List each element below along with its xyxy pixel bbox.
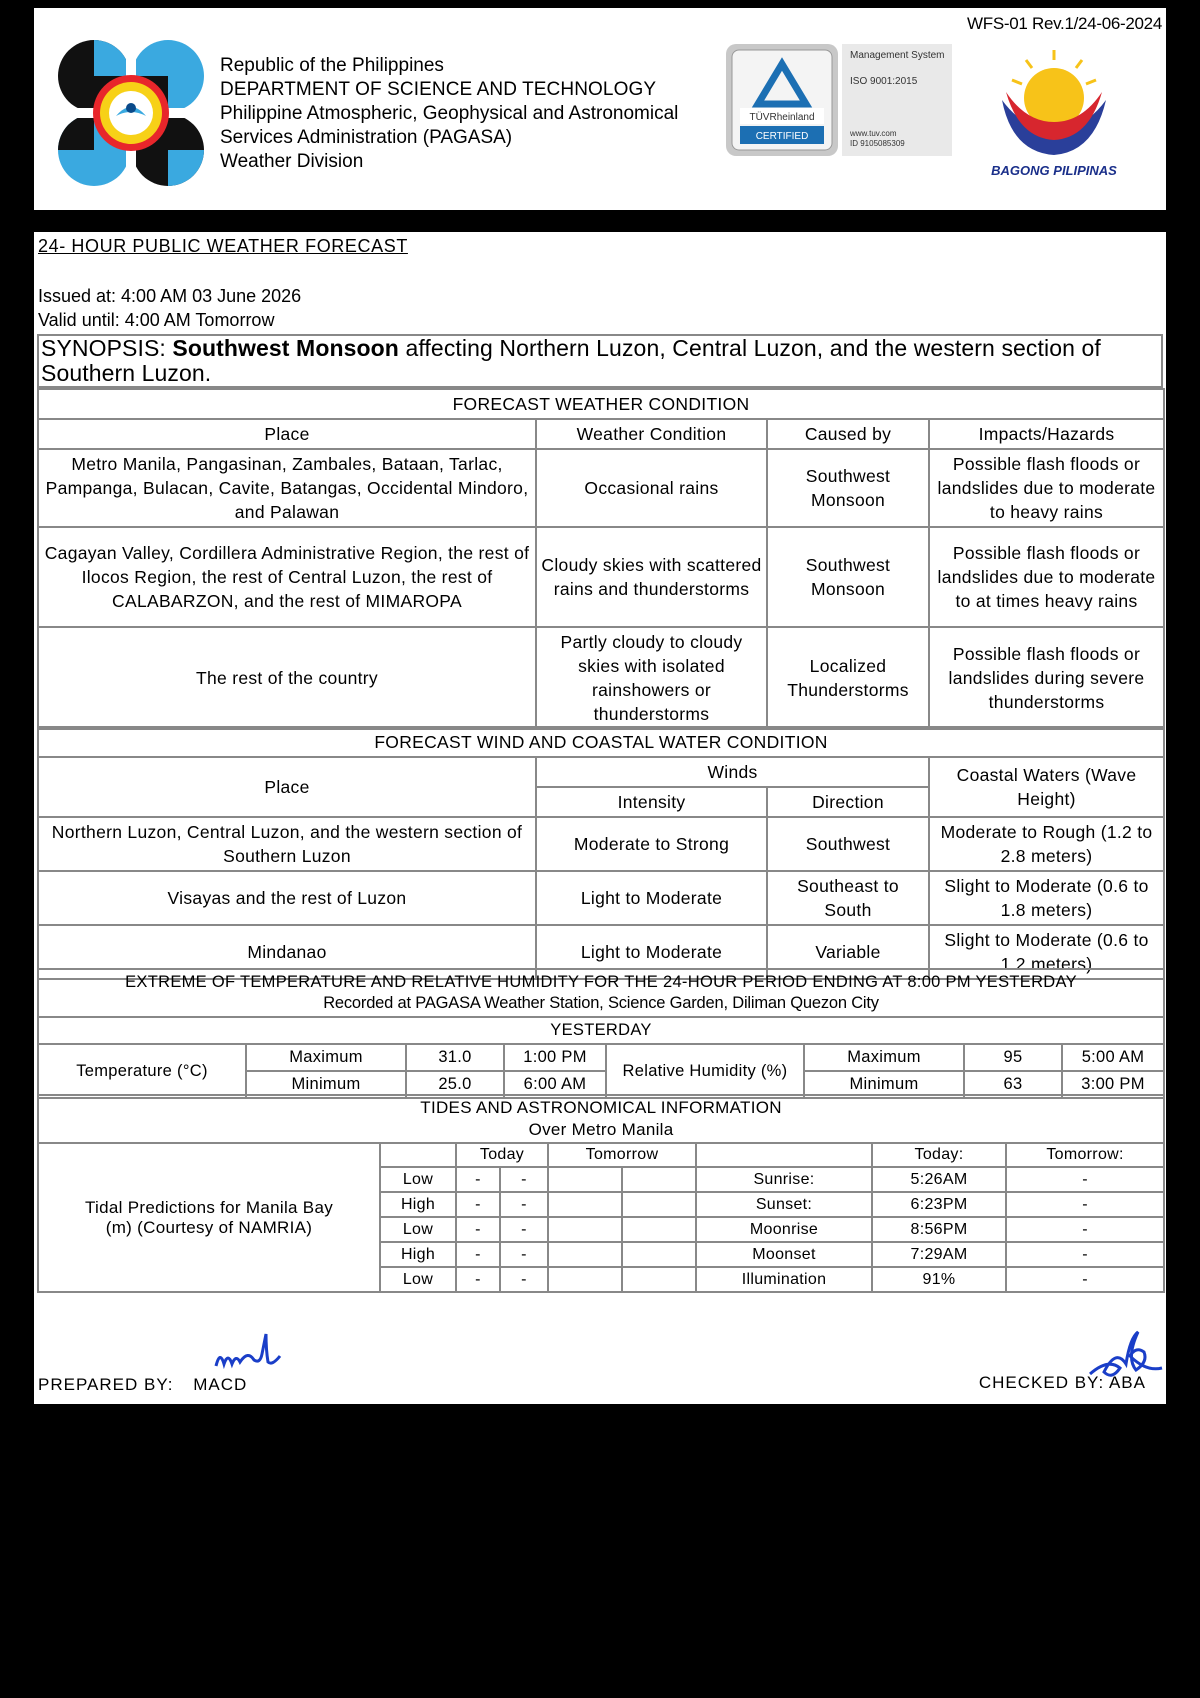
forecast-sheet	[34, 232, 1166, 1404]
astro-today: 5:26AM	[872, 1167, 1006, 1192]
agency-department: DEPARTMENT OF SCIENCE AND TECHNOLOGY	[220, 79, 657, 100]
prepared-name: MACD	[193, 1375, 248, 1394]
blank-cell	[622, 1242, 696, 1267]
temp-min-time: 6:00 AM	[504, 1071, 606, 1098]
tuv-iso: ISO 9001:2015	[850, 76, 918, 87]
blank-cell	[622, 1267, 696, 1292]
tide-type: High	[380, 1242, 456, 1267]
tuv-certification-logo	[726, 44, 956, 164]
astro-name: Sunrise:	[696, 1167, 872, 1192]
pagasa-logo	[56, 38, 206, 188]
tides-title: TIDES AND ASTRONOMICAL INFORMATION	[420, 1098, 782, 1117]
temp-max-label: Maximum	[246, 1044, 406, 1071]
astro-tomorrow: -	[1006, 1267, 1164, 1292]
temperature-label: Temperature (°C)	[38, 1044, 246, 1098]
blank-cell	[380, 1143, 456, 1167]
agency-republic: Republic of the Philippines	[220, 55, 444, 76]
rh-min-time: 3:00 PM	[1062, 1071, 1164, 1098]
tide-today-2: -	[500, 1167, 548, 1192]
condition-cell: Occasional rains	[536, 449, 767, 527]
astro-tomorrow: -	[1006, 1167, 1164, 1192]
extreme-subtitle: Recorded at PAGASA Weather Station, Science Garden, Diliman Quezon City	[323, 994, 879, 1012]
table-row	[38, 527, 1164, 627]
blank-cell	[548, 1267, 622, 1292]
col-impacts: Impacts/Hazards	[929, 419, 1164, 449]
tide-today-1: -	[456, 1217, 500, 1242]
synopsis	[37, 334, 1163, 388]
astro-today-label: Today:	[872, 1143, 1006, 1167]
astro-name: Moonset	[696, 1242, 872, 1267]
tides-tomorrow-label: Tomorrow	[548, 1143, 696, 1167]
wind-col-direction: Direction	[767, 787, 929, 817]
temp-max-time: 1:00 PM	[504, 1044, 606, 1071]
temp-min-value: 25.0	[406, 1071, 504, 1098]
astro-tomorrow: -	[1006, 1192, 1164, 1217]
checked-label: CHECKED BY:	[978, 1373, 1105, 1392]
table-row	[38, 817, 1164, 871]
blank-cell	[622, 1217, 696, 1242]
astro-today: 8:56PM	[872, 1217, 1006, 1242]
cause-cell: Localized Thunderstorms	[767, 627, 929, 729]
tidal-predictions-label: Tidal Predictions for Manila Bay (m) (Courtesy of NAMRIA)	[38, 1143, 380, 1292]
blank-cell	[696, 1143, 872, 1167]
checked-name: ABA	[1108, 1373, 1146, 1392]
cause-cell: Southwest Monsoon	[767, 527, 929, 627]
blank-cell	[622, 1192, 696, 1217]
tide-today-2: -	[500, 1267, 548, 1292]
wind-col-place: Place	[38, 757, 536, 817]
temp-max-value: 31.0	[406, 1044, 504, 1071]
direction-cell: Variable	[767, 925, 929, 979]
place-cell: The rest of the country	[38, 627, 536, 729]
issue-info	[38, 284, 301, 332]
tuv-brand: TÜVRheinland	[749, 112, 815, 123]
forecast-title: 24- HOUR PUBLIC WEATHER FORECAST	[38, 236, 408, 256]
extreme-title: EXTREME OF TEMPERATURE AND RELATIVE HUMIDITY FOR THE 24-HOUR PERIOD ENDING AT 8:00 PM YESTERDAY	[125, 973, 1077, 991]
astro-today: 7:29AM	[872, 1242, 1006, 1267]
direction-cell: Southeast to South	[767, 871, 929, 925]
extreme-heading	[38, 969, 1164, 1017]
astro-tomorrow: -	[1006, 1217, 1164, 1242]
issued-at: Issued at: 4:00 AM 03 June 2026	[38, 286, 302, 306]
tide-today-1: -	[456, 1167, 500, 1192]
letterhead	[34, 8, 1166, 210]
wind-col-coastal: Coastal Waters (Wave Height)	[929, 757, 1164, 817]
coastal-cell: Slight to Moderate (0.6 to 1.8 meters)	[929, 871, 1164, 925]
rh-max-value: 95	[964, 1044, 1062, 1071]
tuv-id: ID 9105085309	[850, 139, 905, 148]
checked-signature	[1086, 1328, 1166, 1388]
tides-subtitle: Over Metro Manila	[528, 1120, 674, 1139]
tide-today-2: -	[500, 1217, 548, 1242]
table-row	[38, 627, 1164, 729]
table-row	[38, 449, 1164, 527]
cause-cell: Southwest Monsoon	[767, 449, 929, 527]
tide-type: Low	[380, 1167, 456, 1192]
astro-name: Moonrise	[696, 1217, 872, 1242]
tuv-certified: CERTIFIED	[755, 131, 809, 142]
intensity-cell: Moderate to Strong	[536, 817, 767, 871]
wind-heading: FORECAST WIND AND COASTAL WATER CONDITION	[38, 727, 1164, 757]
astro-today: 6:23PM	[872, 1192, 1006, 1217]
place-cell: Mindanao	[38, 925, 536, 979]
valid-until: Valid until: 4:00 AM Tomorrow	[38, 310, 275, 330]
humidity-label: Relative Humidity (%)	[606, 1044, 804, 1098]
place-cell: Northern Luzon, Central Luzon, and the western section of Southern Luzon	[38, 817, 536, 871]
synopsis-label: SYNOPSIS:	[41, 335, 166, 361]
rh-max-time: 5:00 AM	[1062, 1044, 1164, 1071]
tide-today-2: -	[500, 1192, 548, 1217]
astro-name: Illumination	[696, 1267, 872, 1292]
synopsis-text: affecting Northern Luzon, Central Luzon, and the western section of Southern Luzon.	[41, 335, 1101, 386]
blank-cell	[622, 1167, 696, 1192]
astro-tomorrow: -	[1006, 1242, 1164, 1267]
weather-heading: FORECAST WEATHER CONDITION	[38, 389, 1164, 419]
bp-text: BAGONG PILIPINAS	[991, 163, 1117, 178]
tide-type: Low	[380, 1267, 456, 1292]
synopsis-system: Southwest Monsoon	[172, 335, 399, 361]
tides-astronomical-table	[37, 1094, 1165, 1293]
prepared-label: PREPARED BY:	[38, 1375, 174, 1394]
impact-cell: Possible flash floods or landslides due to moderate to at times heavy rains	[929, 527, 1164, 627]
tide-today-1: -	[456, 1242, 500, 1267]
wind-coastal-table	[37, 726, 1165, 980]
weather-condition-table	[37, 388, 1165, 730]
col-weather-condition: Weather Condition	[536, 419, 767, 449]
direction-cell: Southwest	[767, 817, 929, 871]
astro-tomorrow-label: Tomorrow:	[1006, 1143, 1164, 1167]
place-cell: Cagayan Valley, Cordillera Administrative Region, the rest of Ilocos Region, the rest of Central Luzon, the rest of CALABARZON, and the rest of MIMAROPA	[38, 527, 536, 627]
tide-type: Low	[380, 1217, 456, 1242]
impact-cell: Possible flash floods or landslides during severe thunderstorms	[929, 627, 1164, 729]
col-place: Place	[38, 419, 536, 449]
tide-type: High	[380, 1192, 456, 1217]
prepared-by	[38, 1375, 247, 1395]
coastal-cell: Slight to Moderate (0.6 to 1.2 meters)	[929, 925, 1164, 979]
place-cell: Metro Manila, Pangasinan, Zambales, Bataan, Tarlac, Pampanga, Bulacan, Cavite, Batangas, Occidental Mindoro, and Palawan	[38, 449, 536, 527]
blank-cell	[548, 1217, 622, 1242]
rh-max-label: Maximum	[804, 1044, 964, 1071]
col-caused-by: Caused by	[767, 419, 929, 449]
agency-name-line2: Services Administration (PAGASA)	[220, 127, 513, 148]
tide-today-1: -	[456, 1192, 500, 1217]
tuv-web: www.tuv.com	[850, 129, 897, 138]
tuv-system: Management System	[850, 50, 945, 61]
agency-block	[220, 54, 678, 174]
place-cell: Visayas and the rest of Luzon	[38, 871, 536, 925]
astro-today: 91%	[872, 1267, 1006, 1292]
agency-name-line1: Philippine Atmospheric, Geophysical and Astronomical	[220, 103, 679, 124]
astro-name: Sunset:	[696, 1192, 872, 1217]
wind-col-intensity: Intensity	[536, 787, 767, 817]
blank-cell	[548, 1192, 622, 1217]
coastal-cell: Moderate to Rough (1.2 to 2.8 meters)	[929, 817, 1164, 871]
tides-today-label: Today	[456, 1143, 548, 1167]
tide-today-1: -	[456, 1267, 500, 1292]
impact-cell: Possible flash floods or landslides due to moderate to heavy rains	[929, 449, 1164, 527]
tides-heading	[38, 1095, 1164, 1143]
intensity-cell: Light to Moderate	[536, 925, 767, 979]
temperature-humidity-table	[37, 968, 1165, 1099]
intensity-cell: Light to Moderate	[536, 871, 767, 925]
tide-today-2: -	[500, 1242, 548, 1267]
yesterday-label: YESTERDAY	[38, 1017, 1164, 1044]
form-code: WFS-01 Rev.1/24-06-2024	[967, 14, 1162, 33]
blank-cell	[548, 1167, 622, 1192]
wind-col-winds: Winds	[536, 757, 929, 787]
temp-min-label: Minimum	[246, 1071, 406, 1098]
condition-cell: Cloudy skies with scattered rains and thunderstorms	[536, 527, 767, 627]
bagong-pilipinas-logo	[964, 30, 1144, 180]
rh-min-value: 63	[964, 1071, 1062, 1098]
condition-cell: Partly cloudy to cloudy skies with isolated rainshowers or thunderstorms	[536, 627, 767, 729]
table-row	[38, 871, 1164, 925]
rh-min-label: Minimum	[804, 1071, 964, 1098]
blank-cell	[548, 1242, 622, 1267]
prepared-signature	[210, 1330, 290, 1376]
agency-division: Weather Division	[220, 151, 364, 172]
